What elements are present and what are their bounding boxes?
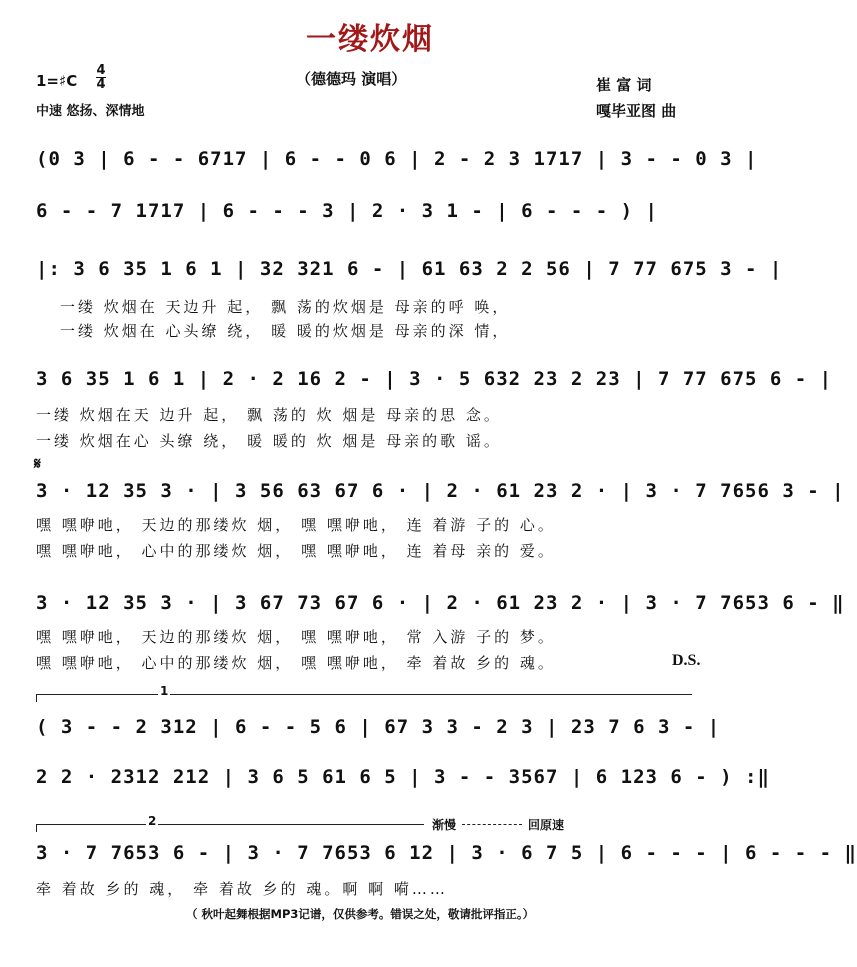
time-signature bbox=[96, 64, 106, 91]
score-line-4: 3 6 35 1 6 1 | 2 · 2 16 2 - | 3 · 5 632 23 2 23 | 7 77 675 6 - | bbox=[36, 368, 833, 390]
lyric-line-9: 牵 着故 乡的 魂， 牵 着故 乡的 魂。啊 啊 嗬…… bbox=[36, 880, 448, 898]
time-numerator: 4 bbox=[96, 63, 106, 78]
song-title: 一缕炊烟 bbox=[306, 22, 434, 57]
volta-1-tick bbox=[36, 694, 37, 702]
key-signature: 1=♯C bbox=[36, 72, 78, 90]
composer-credit: 嘎毕亚图 曲 bbox=[596, 102, 677, 120]
lyric-line-4b: 一缕 炊烟在心 头缭 绕， 暖 暖的 炊 烟是 母亲的歌 谣。 bbox=[36, 432, 502, 450]
lyric-line-3b: 一缕 炊烟在 心头缭 绕， 暖 暖的炊烟是 母亲的深 情， bbox=[60, 322, 511, 340]
lyric-line-6a: 嘿 嘿咿吔， 天边的那缕炊 烟， 嘿 嘿咿吔， 常 入游 子的 梦。 bbox=[36, 628, 556, 646]
volta-2-bracket bbox=[36, 824, 424, 825]
score-line-2: 6 - - 7 1717 | 6 - - - 3 | 2 · 3 1 - | 6 - - - ) | bbox=[36, 200, 658, 222]
lyric-line-5a: 嘿 嘿咿吔， 天边的那缕炊 烟， 嘿 嘿咿吔， 连 着游 子的 心。 bbox=[36, 516, 556, 534]
score-line-1: (0 3 | 6 - - 6717 | 6 - - 0 6 | 2 - 2 3 1717 | 3 - - 0 3 | bbox=[36, 148, 758, 170]
lyricist-credit: 崔 富 词 bbox=[596, 76, 652, 94]
singer-credit: （德德玛 演唱） bbox=[296, 70, 407, 88]
volta-1-label: 1 bbox=[160, 684, 169, 698]
score-line-5: 3 · 12 35 3 · | 3 56 63 67 6 · | 2 · 61 23 2 · | 3 · 7 7656 3 - | bbox=[36, 480, 845, 502]
segno-sign: 𝄋 bbox=[34, 454, 41, 473]
tempo-marking: 中速 悠扬、深情地 bbox=[36, 104, 145, 119]
score-line-6: 3 · 12 35 3 · | 3 67 73 67 6 · | 2 · 61 23 2 · | 3 · 7 7653 6 - ‖ bbox=[36, 592, 845, 614]
volta-2-label: 2 bbox=[148, 814, 157, 828]
score-line-9: 3 · 7 7653 6 - | 3 · 7 7653 6 12 | 3 · 6 7 5 | 6 - - - | 6 - - - ‖ bbox=[36, 842, 857, 864]
volta-2-tick bbox=[36, 824, 37, 832]
time-denominator: 4 bbox=[96, 77, 106, 92]
rit-dashes bbox=[462, 824, 522, 826]
lyric-line-3a: 一缕 炊烟在 天边升 起， 飘 荡的炊烟是 母亲的呼 唤， bbox=[60, 298, 511, 316]
lyric-line-4a: 一缕 炊烟在天 边升 起， 飘 荡的 炊 烟是 母亲的思 念。 bbox=[36, 406, 502, 424]
da-segno-marking: D.S. bbox=[672, 652, 701, 669]
transcription-note: （ 秋叶起舞根据MP3记谱，仅供参考。错误之处，敬请批评指正。） bbox=[186, 907, 535, 921]
score-line-8: 2 2 · 2312 212 | 3 6 5 61 6 5 | 3 - - 3567 | 6 123 6 - ) :‖ bbox=[36, 766, 770, 788]
volta-1-bracket bbox=[36, 694, 692, 695]
lyric-line-5b: 嘿 嘿咿吔， 心中的那缕炊 烟， 嘿 嘿咿吔， 连 着母 亲的 爱。 bbox=[36, 542, 556, 560]
a-tempo-marking: 回原速 bbox=[528, 818, 565, 832]
ritardando-marking: 渐慢 bbox=[432, 818, 457, 832]
score-line-3: |: 3 6 35 1 6 1 | 32 321 6 - | 61 63 2 2 56 | 7 77 675 3 - | bbox=[36, 258, 783, 280]
score-line-7: ( 3 - - 2 312 | 6 - - 5 6 | 67 3 3 - 2 3 | 23 7 6 3 - | bbox=[36, 716, 721, 738]
lyric-line-6b: 嘿 嘿咿吔， 心中的那缕炊 烟， 嘿 嘿咿吔， 牵 着故 乡的 魂。 bbox=[36, 654, 556, 672]
